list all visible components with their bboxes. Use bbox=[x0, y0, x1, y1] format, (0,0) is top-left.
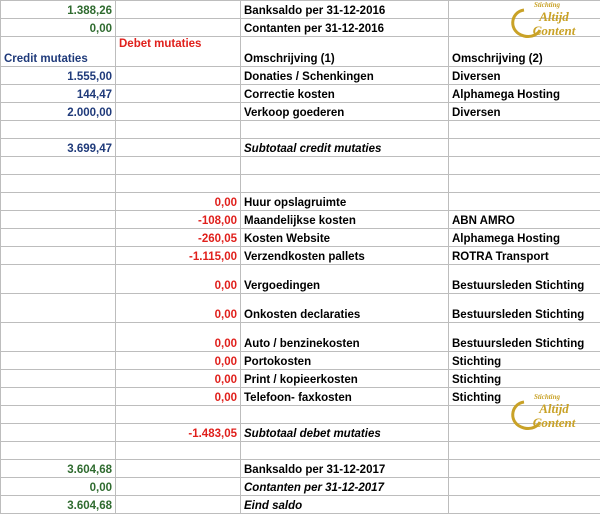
debet-desc2: Stichting bbox=[449, 352, 600, 370]
debet-desc1: Verzendkosten pallets bbox=[241, 247, 449, 265]
table-row bbox=[1, 211, 600, 229]
debet-desc2: Stichting bbox=[449, 388, 600, 406]
table-row bbox=[1, 67, 600, 85]
table-row bbox=[1, 496, 600, 514]
credit-amount: 144,47 bbox=[1, 85, 116, 103]
credit-amount: 1.555,00 bbox=[1, 67, 116, 85]
credit-amount: 2.000,00 bbox=[1, 103, 116, 121]
empty-row bbox=[1, 442, 600, 460]
credit-desc1: Verkoop goederen bbox=[241, 103, 449, 121]
debet-desc2: ROTRA Transport bbox=[449, 247, 600, 265]
debet-amount: -1.115,00 bbox=[116, 247, 241, 265]
debet-desc1: Auto / benzinekosten bbox=[241, 323, 449, 352]
altijd-content-logo-top bbox=[504, 0, 590, 42]
debet-desc2: Bestuursleden Stichting bbox=[449, 294, 600, 323]
debet-amount: 0,00 bbox=[116, 294, 241, 323]
table-row bbox=[1, 265, 600, 294]
debet-amount: -260,05 bbox=[116, 229, 241, 247]
credit-desc1: Correctie kosten bbox=[241, 85, 449, 103]
credit-desc2: Diversen bbox=[449, 103, 600, 121]
subtotal-debet-amount: -1.483,05 bbox=[116, 424, 241, 442]
header-desc2: Omschrijving (2) bbox=[449, 37, 600, 67]
svg-text:Content: Content bbox=[533, 23, 576, 38]
subtotal-credit-row bbox=[1, 139, 600, 157]
credit-desc2: Diversen bbox=[449, 67, 600, 85]
table-row bbox=[1, 103, 600, 121]
altijd-content-logo-icon bbox=[504, 0, 590, 42]
debet-amount: 0,00 bbox=[116, 265, 241, 294]
table-row bbox=[1, 460, 600, 478]
table-row bbox=[1, 247, 600, 265]
opening-bank-label: Banksaldo per 31-12-2016 bbox=[241, 1, 449, 19]
debet-desc1: Portokosten bbox=[241, 352, 449, 370]
debet-amount: 0,00 bbox=[116, 370, 241, 388]
opening-cash-label: Contanten per 31-12-2016 bbox=[241, 19, 449, 37]
closing-cash-amount: 0,00 bbox=[1, 478, 116, 496]
svg-text:Content: Content bbox=[533, 415, 576, 430]
end-balance-label: Eind saldo bbox=[241, 496, 449, 514]
altijd-content-logo-icon bbox=[504, 392, 590, 434]
altijd-content-logo-bottom bbox=[504, 392, 590, 434]
debet-desc1: Huur opslagruimte bbox=[241, 193, 449, 211]
table-row bbox=[1, 323, 600, 352]
debet-amount: 0,00 bbox=[116, 193, 241, 211]
empty-row bbox=[1, 157, 600, 175]
debet-amount: 0,00 bbox=[116, 388, 241, 406]
debet-desc2: Alphamega Hosting bbox=[449, 229, 600, 247]
svg-text:Altijd: Altijd bbox=[538, 401, 569, 416]
svg-text:Altijd: Altijd bbox=[538, 9, 569, 24]
closing-cash-label: Contanten per 31-12-2017 bbox=[241, 478, 449, 496]
debet-desc1: Maandelijkse kosten bbox=[241, 211, 449, 229]
closing-bank-label: Banksaldo per 31-12-2017 bbox=[241, 460, 449, 478]
debet-desc1: Kosten Website bbox=[241, 229, 449, 247]
table-row bbox=[1, 85, 600, 103]
debet-desc2 bbox=[449, 193, 600, 211]
debet-desc2: ABN AMRO bbox=[449, 211, 600, 229]
opening-cash-amount: 0,00 bbox=[1, 19, 116, 37]
debet-desc1: Onkosten declaraties bbox=[241, 294, 449, 323]
table-row bbox=[1, 352, 600, 370]
debet-amount: 0,00 bbox=[116, 352, 241, 370]
svg-text:Stichting: Stichting bbox=[534, 393, 561, 401]
debet-amount: -108,00 bbox=[116, 211, 241, 229]
table-row bbox=[1, 229, 600, 247]
subtotal-credit-label: Subtotaal credit mutaties bbox=[241, 139, 449, 157]
subtotal-credit-amount: 3.699,47 bbox=[1, 139, 116, 157]
table-row bbox=[1, 294, 600, 323]
credit-desc2: Alphamega Hosting bbox=[449, 85, 600, 103]
header-debet: Debet mutaties bbox=[116, 37, 241, 67]
debet-desc2: Bestuursleden Stichting bbox=[449, 323, 600, 352]
debet-desc2: Stichting bbox=[449, 370, 600, 388]
subtotal-debet-label: Subtotaal debet mutaties bbox=[241, 424, 449, 442]
header-credit: Credit mutaties bbox=[1, 37, 116, 67]
debet-desc1: Telefoon- faxkosten bbox=[241, 388, 449, 406]
svg-text:Stichting: Stichting bbox=[534, 1, 561, 9]
empty-row bbox=[1, 175, 600, 193]
opening-bank-amount: 1.388,26 bbox=[1, 1, 116, 19]
credit-desc1: Donaties / Schenkingen bbox=[241, 67, 449, 85]
table-row bbox=[1, 370, 600, 388]
closing-bank-amount: 3.604,68 bbox=[1, 460, 116, 478]
table-row bbox=[1, 193, 600, 211]
end-balance-amount: 3.604,68 bbox=[1, 496, 116, 514]
table-row bbox=[1, 478, 600, 496]
debet-desc1: Print / kopieerkosten bbox=[241, 370, 449, 388]
debet-desc2: Bestuursleden Stichting bbox=[449, 265, 600, 294]
header-desc1: Omschrijving (1) bbox=[241, 37, 449, 67]
empty-row bbox=[1, 121, 600, 139]
debet-desc1: Vergoedingen bbox=[241, 265, 449, 294]
debet-amount: 0,00 bbox=[116, 323, 241, 352]
